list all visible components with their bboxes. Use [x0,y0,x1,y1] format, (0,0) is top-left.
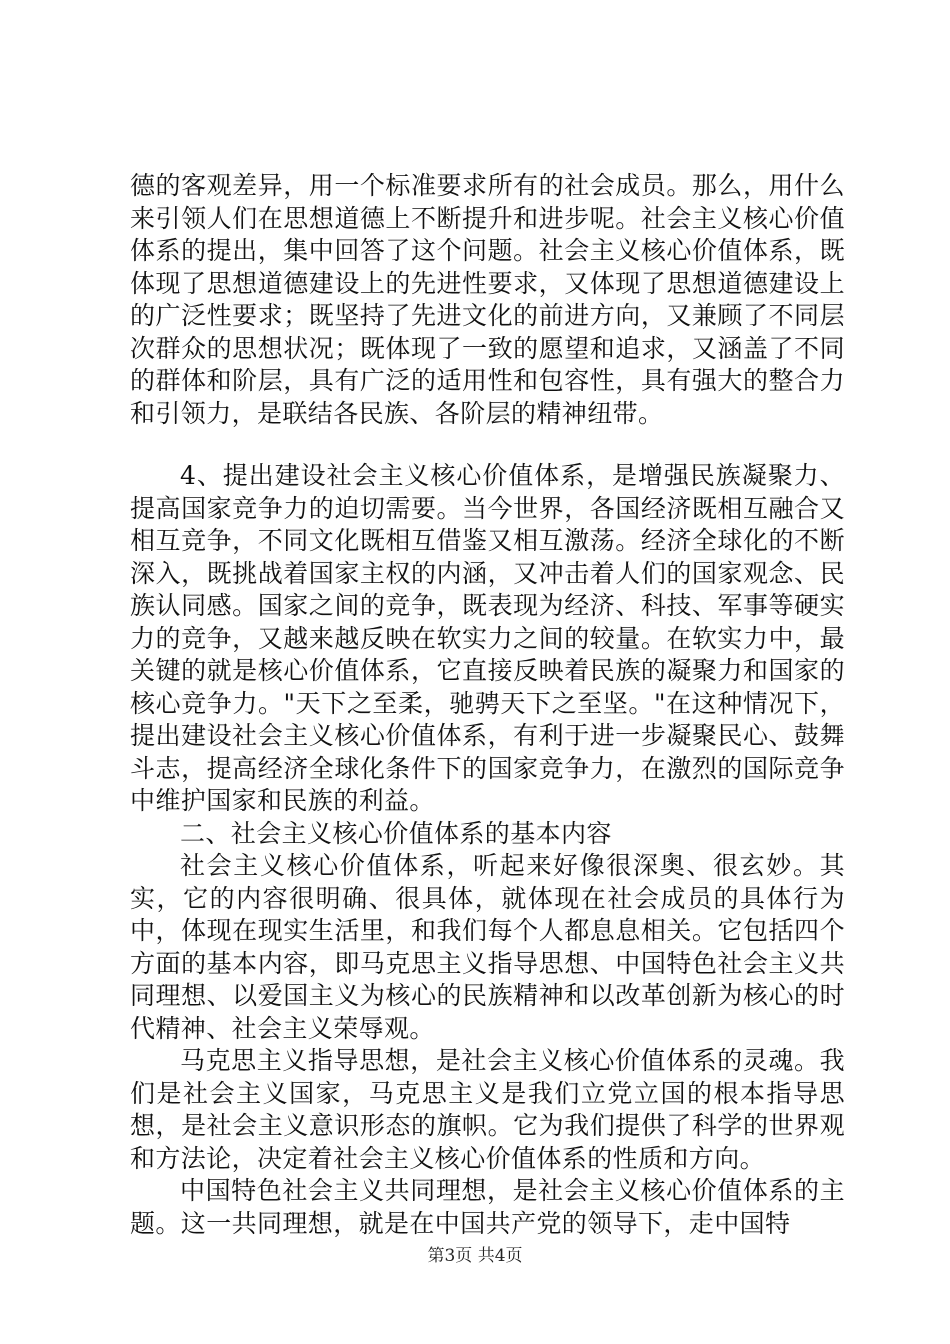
text-block-top [130,170,845,430]
paragraph-intro: 社会主义核心价值体系，听起来好像很深奥、很玄妙。其实，它的内容很明确、很具体，就体现在社会成员的具体行为中，体现在现实生活里，和我们每个人都息息相关。它包括四个方面的基本内容，即马克思主义指导思想、中国特色社会主义共同理想、以爱国主义为核心的民族精神和以改革创新为核心的时代精神、社会主义荣辱观。 [130,851,845,1043]
paragraph-continuation: 德的客观差异，用一个标准要求所有的社会成员。那么，用什么来引领人们在思想道德上不断提升和进步呢。社会主义核心价值体系的提出，集中回答了这个问题。社会主义核心价值体系，既体现了思想道德建设上的先进性要求，又体现了思想道德建设上的广泛性要求；既坚持了先进文化的前进方向，又兼顾了不同层次群众的思想状况；既体现了一致的愿望和追求，又涵盖了不同的群体和阶层，具有广泛的适用性和包容性，具有强大的整合力和引领力，是联结各民族、各阶层的精神纽带。 [130,171,845,428]
page-footer: 第3页 共4页 [427,1246,523,1266]
paragraph-marxism: 马克思主义指导思想，是社会主义核心价值体系的灵魂。我们是社会主义国家，马克思主义是我们立党立国的根本指导思想，是社会主义意识形态的旗帜。它为我们提供了科学的世界观和方法论，决定着社会主义核心价值体系的性质和方向。 [130,1046,845,1173]
section-heading: 二、社会主义核心价值体系的基本内容 [180,818,612,848]
paragraph-common-ideal: 中国特色社会主义共同理想，是社会主义核心价值体系的主题。这一共同理想，就是在中国共产党的领导下，走中国特 [130,1176,845,1238]
text-block-main [130,460,845,1240]
paragraph-point-4: 4、提出建设社会主义核心价值体系，是增强民族凝聚力、提高国家竞争力的迫切需要。当今世界，各国经济既相互融合又相互竞争，不同文化既相互借鉴又相互激荡。经济全球化的不断深入，既挑战着国家主权的内涵，又冲击着人们的国家观念、民族认同感。国家之间的竞争，既表现为经济、科技、军事等硬实力的竞争，又越来越反映在软实力之间的较量。在软实力中，最关键的就是核心价值体系，它直接反映着民族的凝聚力和国家的核心竞争力。"天下之至柔，驰骋天下之至坚。"在这种情况下，提出建设社会主义核心价值体系，有利于进一步凝聚民心、鼓舞斗志，提高经济全球化条件下的国家竞争力，在激烈的国际竞争中维护国家和民族的利益。 [130,461,845,815]
